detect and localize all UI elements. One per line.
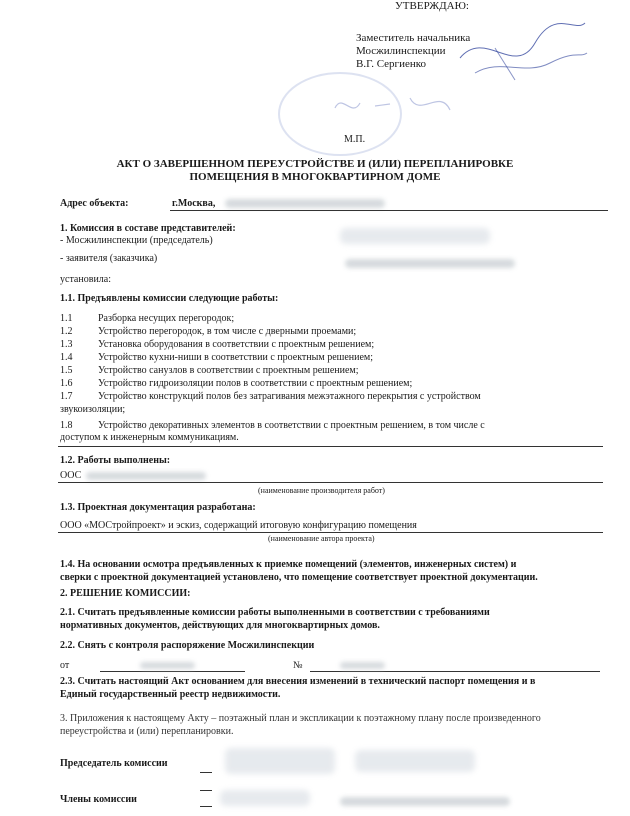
document-title-line1: АКТ О ЗАВЕРШЕННОМ ПЕРЕУСТРОЙСТВЕ И (ИЛИ) ПЕРЕПЛАНИРОВКЕ bbox=[116, 158, 514, 170]
members-signature-label: Члены комиссии bbox=[60, 794, 137, 805]
work-item-continuation: доступом к инженерным коммуникациям. bbox=[60, 432, 239, 443]
approver-signature bbox=[455, 18, 590, 88]
decision-heading: 2. РЕШЕНИЕ КОМИССИИ: bbox=[60, 588, 191, 599]
order-date-underline bbox=[100, 671, 245, 672]
project-caption: (наименование автора проекта) bbox=[268, 534, 375, 543]
document-title-line2: ПОМЕЩЕНИЯ В МНОГОКВАРТИРНОМ ДОМЕ bbox=[189, 171, 441, 183]
paragraph-2-1-line2: нормативных документов, действующих для многоквартирных домов. bbox=[60, 620, 380, 631]
work-item: Устройство перегородок, в том числе с дверными проемами; bbox=[98, 326, 357, 337]
members-dash-1 bbox=[200, 790, 212, 791]
commission-member-2: - заявителя (заказчика) bbox=[60, 253, 158, 264]
established-label: установила: bbox=[60, 274, 112, 285]
order-number-underline bbox=[310, 671, 600, 672]
attachments-line1: 3. Приложения к настоящему Акту – поэтажный план и экспликации к поэтажному плану после произведенного bbox=[60, 713, 541, 724]
work-num: 1.8 bbox=[60, 420, 73, 431]
commission-heading: 1. Комиссия в составе представителей: bbox=[60, 223, 236, 234]
paragraph-1-4-line2: сверки с проектной документацией установлено, что помещение соответствует проектной документации. bbox=[60, 572, 538, 583]
address-label: Адрес объекта: bbox=[60, 198, 129, 209]
chair-dash bbox=[200, 772, 212, 773]
work-num: 1.2 bbox=[60, 326, 73, 337]
date-handwriting bbox=[330, 88, 480, 128]
redacted-order-date bbox=[140, 662, 195, 669]
order-from-label: от bbox=[60, 660, 70, 671]
redacted-member-signature bbox=[220, 790, 310, 806]
project-underline bbox=[58, 532, 603, 533]
members-dash-2 bbox=[200, 806, 212, 807]
redacted-contractor bbox=[86, 472, 206, 480]
approver-position-line2: Мосжилинспекции bbox=[356, 45, 446, 57]
work-num: 1.5 bbox=[60, 365, 73, 376]
project-value: ООО «МОСтройпроект» и эскиз, содержащий итоговую конфигурацию помещения bbox=[60, 520, 417, 531]
work-num: 1.1 bbox=[60, 313, 73, 324]
work-item: Устройство декоративных элементов в соответствии с проектным решением, в том числе с bbox=[98, 420, 485, 431]
work-item: Устройство санузлов в соответствии с проектным решением; bbox=[98, 365, 359, 376]
paragraph-2-2: 2.2. Снять с контроля распоряжение Мосжилинспекции bbox=[60, 640, 315, 651]
performed-caption: (наименование производителя работ) bbox=[258, 486, 385, 495]
attachments-line2: переустройства и (или) перепланировки. bbox=[60, 726, 234, 737]
approver-position-line1: Заместитель начальника bbox=[356, 32, 471, 44]
work-item: Разборка несущих перегородок; bbox=[98, 313, 235, 324]
work-item-continuation: звукоизоляции; bbox=[60, 404, 126, 415]
works-heading: 1.1. Предъявлены комиссии следующие работы: bbox=[60, 293, 279, 304]
work-num: 1.3 bbox=[60, 339, 73, 350]
redacted-order-number bbox=[340, 662, 385, 669]
redacted-name-1 bbox=[345, 259, 515, 268]
performed-underline bbox=[58, 482, 603, 483]
works-underline bbox=[58, 446, 603, 447]
work-num: 1.4 bbox=[60, 352, 73, 363]
commission-member-1: - Мосжилинспекции (председатель) bbox=[60, 235, 213, 246]
work-num: 1.6 bbox=[60, 378, 73, 389]
paragraph-2-3-line1: 2.3. Считать настоящий Акт основанием для внесения изменений в технический паспорт помещения и в bbox=[60, 676, 536, 687]
seal-label: М.П. bbox=[344, 134, 366, 145]
paragraph-2-3-line2: Единый государственный реестр недвижимости. bbox=[60, 689, 281, 700]
project-heading: 1.3. Проектная документация разработана: bbox=[60, 502, 256, 513]
work-item: Устройство кухни-ниши в соответствии с проектным решением; bbox=[98, 352, 374, 363]
paragraph-1-4-line1: 1.4. На основании осмотра предъявленных к приемке помещений (элементов, инженерных систем) и bbox=[60, 559, 517, 570]
work-item: Устройство гидроизоляции полов в соответствии с проектным решением; bbox=[98, 378, 413, 389]
address-value: г.Москва, bbox=[172, 198, 216, 209]
performed-value: ООС bbox=[60, 470, 82, 481]
performed-heading: 1.2. Работы выполнены: bbox=[60, 455, 171, 466]
redacted-member-name bbox=[340, 797, 510, 806]
work-item: Устройство конструкций полов без затрагивания межэтажного перекрытия с устройством bbox=[98, 391, 481, 402]
approver-name: В.Г. Сергиенко bbox=[356, 58, 427, 70]
work-num: 1.7 bbox=[60, 391, 73, 402]
paragraph-2-1-line1: 2.1. Считать предъявленные комиссии работы выполненными в соответствии с требованиями bbox=[60, 607, 490, 618]
approve-label: УТВЕРЖДАЮ: bbox=[395, 0, 469, 12]
redacted-address bbox=[225, 199, 385, 208]
address-underline bbox=[170, 210, 608, 211]
redacted-chair-signature-2 bbox=[355, 750, 475, 772]
order-number-label: № bbox=[293, 660, 303, 671]
work-item: Установка оборудования в соответствии с проектным решением; bbox=[98, 339, 375, 350]
chair-signature-label: Председатель комиссии bbox=[60, 758, 168, 769]
redacted-signature-1 bbox=[340, 228, 490, 244]
redacted-chair-signature bbox=[225, 748, 335, 774]
